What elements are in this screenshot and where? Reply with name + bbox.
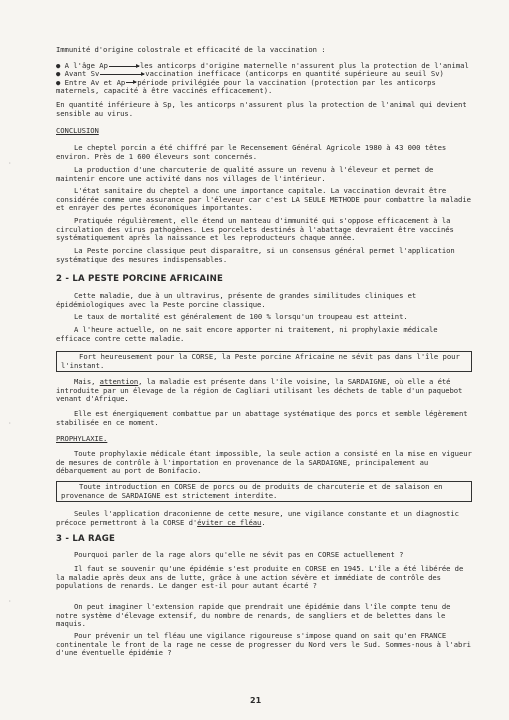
bullet-item: ● A l'âge Ap les anticorps d'origine maternelle n'assurent plus la protection de l'animal (56, 61, 469, 70)
intro-bullets (56, 62, 476, 96)
paragraph: Cette maladie, due à un ultravirus, présente de grandes similitudes cliniques et épidémiologiques avec la Peste porcine classique. (56, 291, 421, 309)
margin-mark: · (8, 160, 12, 167)
section-heading: 2 - LA PESTE PORCINE AFRICAINE (56, 274, 224, 284)
margin-mark: · (8, 598, 12, 605)
bullet-item: ● Entre Av et Ap période privilégiée pour la vaccination (protection par les anticorps maternels, capacité à être vaccinés efficacement). (56, 77, 441, 96)
paragraph: Elle est énergiquement combattue par un abattage systématique des porcs et semble légèrement stabilisée en ce moment. (56, 409, 472, 427)
paragraph: On peut imaginer l'extension rapide que prendrait une épidémie dans l'île compte tenu de notre système d'élevage extensif, du nombre de renards, de sangliers et de belettes dans le maquis. (56, 602, 455, 629)
paragraph: A l'heure actuelle, on ne sait encore apporter ni traitement, ni prophylaxie médicale efficace contre cette maladie. (56, 325, 442, 343)
paragraph: La Peste porcine classique peut disparaître, si un consensus général permet l'application systématique des mesures indispensables. (56, 246, 459, 264)
paragraph: Il faut se souvenir qu'une épidémie s'est produite en CORSE en 1945. L'île a été libérée de la maladie après deux ans de lutte, grâce à une action sévère et immédiate de contrôle des populations de renards. Le danger est-il pour autant écarté ? (56, 564, 468, 591)
conclusion-heading: CONCLUSION (56, 126, 99, 135)
notice-box: Fort heureusement pour la CORSE, la Peste porcine Africaine ne sévit pas dans l'île pour l'instant. (56, 351, 472, 372)
paragraph: L'état sanitaire du cheptel a donc une importance capitale. La vaccination devrait être considérée comme une assurance par l'éleveur car c'est LA SEULE METHODE pour combattre la maladie et enrayer des pertes économiques importantes. (56, 186, 476, 213)
margin-mark: · (8, 420, 12, 427)
paragraph: La production d'une charcuterie de qualité assure un revenu à l'éleveur et permet de maintenir encore une activité dans nos villages de l'intérieur. (56, 165, 438, 183)
paragraph: Seules l'application draconienne de cette mesure, une vigilance constante et un diagnostic précoce permettront à la CORSE d'éviter ce fléau. (56, 509, 464, 527)
paragraph: Le taux de mortalité est généralement de 100 % lorsqu'un troupeau est atteint. (74, 312, 408, 321)
prophylaxie-heading: PROPHYLAXIE. (56, 434, 108, 443)
intro-tail: En quantité inférieure à Sp, les anticorps n'assurent plus la protection de l'animal qui devient sensible au virus. (56, 100, 471, 118)
paragraph: Mais, attention, la maladie est présente dans l'île voisine, la SARDAIGNE, où elle a été introduite par un élevage de la région de Cagliari utilisant les déchets de table d'un paquebot venant d'Afrique. (56, 377, 467, 404)
bullet-item: ● Avant Sv vaccination inefficace (anticorps en quantité supérieure au seuil Sv) (56, 69, 444, 79)
paragraph: Pratiquée régulièrement, elle étend un manteau d'immunité qui s'oppose efficacement à la circulation des virus pathogènes. Les porcelets destinés à l'abattage devraient être vaccinés systématiquement après la naissance et les reproducteurs chaque année. (56, 216, 459, 243)
notice-box: Toute introduction en CORSE de porcs ou de produits de charcuterie et de salaison en provenance de SARDAIGNE est strictement interdite. (56, 481, 472, 502)
paragraph: Pourquoi parler de la rage alors qu'elle ne sévit pas en CORSE actuellement ? (74, 550, 404, 559)
arrow-icon (126, 82, 136, 83)
arrow-icon (100, 74, 144, 75)
paragraph: Toute prophylaxie médicale étant impossible, la seule action a consisté en la mise en vigueur de mesures de contrôle à l'importation en provenance de la SARDAIGNE, principalement au débarquement au port de Bonifacio. (56, 449, 477, 476)
paragraph: Le cheptel porcin a été chiffré par le Recensement Général Agricole 1980 à 43 000 têtes environ. Près de 1 600 éleveurs sont concernés. (56, 143, 451, 161)
paragraph: Pour prévenir un tel fléau une vigilance rigoureuse s'impose quand on sait qu'en FRANCE continentale le front de la rage ne cesse de progresser du Nord vers le Sud. Sommes-nous à l'abri d'une éventuelle épidémie ? (56, 631, 476, 658)
intro-title: Immunité d'origine colostrale et efficacité de la vaccination : (56, 45, 326, 54)
page-number: 21 (250, 696, 262, 705)
arrow-icon (109, 66, 139, 67)
section-heading: 3 - LA RAGE (56, 534, 116, 544)
